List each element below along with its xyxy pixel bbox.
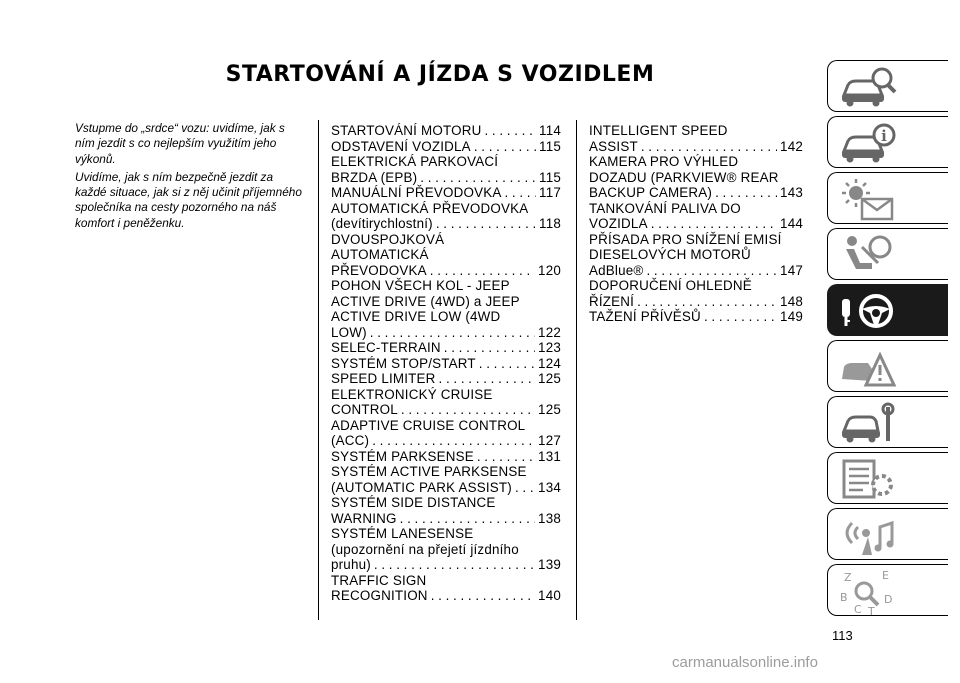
toc-entry[interactable] <box>331 526 561 573</box>
toc-page-number: 124 <box>538 355 561 371</box>
watermark: carmanualsonline.info <box>672 654 818 671</box>
toc-entry[interactable] <box>589 232 803 279</box>
toc-entry-line: ADAPTIVE CRUISE CONTROL <box>331 417 526 433</box>
toc-page-number: 142 <box>780 138 803 154</box>
toc-entry[interactable] <box>331 154 561 185</box>
toc-page-number: 148 <box>780 293 803 309</box>
toc-entry-lead <box>331 402 561 418</box>
toc-page-number: 139 <box>538 557 561 572</box>
toc-entry-title: pruhu) <box>331 557 371 572</box>
toc-page-number: 131 <box>538 448 561 464</box>
toc-entry[interactable] <box>331 139 561 155</box>
toc-entry-title: SYSTÉM STOP/START <box>331 355 476 371</box>
toc-entry-line: ACTIVE DRIVE (4WD) a JEEP <box>331 293 520 309</box>
toc-entry[interactable] <box>331 371 561 387</box>
index-letter: Z <box>844 571 852 584</box>
toc-page-number: 125 <box>538 371 561 386</box>
toc-entry-line: DOZADU (PARKVIEW® REAR <box>589 169 779 185</box>
toc-leader-dots <box>430 263 535 279</box>
toc-entry-lead <box>331 557 561 573</box>
toc-entry-title: SPEED LIMITER <box>331 371 436 386</box>
toc-entry-title: BACKUP CAMERA) <box>589 185 713 200</box>
toc-entry-line: DVOUSPOJKOVÁ <box>331 231 445 247</box>
tab-starting-driving[interactable] <box>827 284 948 336</box>
toc-entry[interactable] <box>331 201 561 232</box>
toc-entry-line: TANKOVÁNÍ PALIVA DO <box>589 200 741 216</box>
column-divider <box>576 120 577 620</box>
car-magnifier-icon <box>838 65 898 109</box>
toc-entry-lead <box>331 139 561 155</box>
toc-entry-lead <box>331 449 561 465</box>
toc-page-number: 140 <box>538 588 561 603</box>
index-letter: T <box>868 605 875 617</box>
toc-entry-title: (ACC) <box>331 433 370 448</box>
toc-entry-line: KAMERA PRO VÝHLED <box>589 154 739 169</box>
tab-index[interactable] <box>827 564 948 616</box>
column-divider <box>318 120 319 620</box>
toc-entry-line: AUTOMATICKÁ <box>331 247 429 262</box>
toc-entry-title: (devítirychlostní) <box>331 216 433 231</box>
toc-entry-line: ELEKTRICKÁ PARKOVACÍ <box>331 154 499 169</box>
toc-leader-dots <box>439 371 536 387</box>
toc-entry[interactable] <box>589 123 803 154</box>
toc-entry-lead <box>331 588 561 604</box>
toc-entry[interactable] <box>589 154 803 201</box>
toc-page-number: 125 <box>538 402 561 417</box>
toc-leader-dots <box>504 185 536 201</box>
toc-page-number: 149 <box>780 309 803 324</box>
toc-entry-lead <box>331 325 561 341</box>
toc-entry[interactable] <box>589 278 803 309</box>
toc-entry[interactable] <box>331 573 561 604</box>
toc-entry-line: POHON VŠECH KOL - JEEP <box>331 278 510 293</box>
toc-leader-dots <box>484 123 536 139</box>
tab-warning-lights[interactable] <box>827 172 948 224</box>
toc-leader-dots <box>420 170 536 186</box>
intro-paragraph: Vstupme do „srdce“ vozu: uvidíme, jak s ním jezdit s co nejlepším využitím jeho výkonů. <box>75 121 285 166</box>
toc-page-number: 134 <box>538 479 561 495</box>
intro-text <box>75 121 307 234</box>
toc-leader-dots <box>651 216 777 232</box>
toc-entry-title: PŘEVODOVKA <box>331 262 427 278</box>
toc-entry-lead <box>331 371 561 387</box>
toc-entry-line: SYSTÉM LANESENSE <box>331 526 474 541</box>
toc-page-number: 122 <box>538 324 561 340</box>
index-letter: C <box>854 603 862 616</box>
toc-page-number: 144 <box>780 216 803 231</box>
toc-leader-dots <box>444 340 535 356</box>
toc-entry[interactable] <box>331 356 561 372</box>
toc-entry-title: WARNING <box>331 510 397 526</box>
page-title: STARTOVÁNÍ A JÍZDA S VOZIDLEM <box>225 62 655 87</box>
toc-entry-title: ODSTAVENÍ VOZIDLA <box>331 138 471 154</box>
index-letter: B <box>840 591 848 604</box>
toc-page-number: 118 <box>539 216 561 231</box>
car-accident-warning-icon <box>838 345 898 389</box>
toc-page-number: 115 <box>539 169 561 185</box>
toc-column-1 <box>331 123 561 604</box>
toc-entry-line: SYSTÉM SIDE DISTANCE <box>331 495 496 510</box>
toc-leader-dots <box>474 139 536 155</box>
warning-lights-envelope-icon <box>838 177 898 221</box>
toc-leader-dots <box>637 294 777 310</box>
page-number: 113 <box>832 628 853 643</box>
toc-leader-dots <box>372 433 535 449</box>
toc-leader-dots <box>704 309 777 325</box>
alphabet-index-icon <box>838 569 898 617</box>
toc-entry-line: (upozornění na přejetí jízdního <box>331 541 519 557</box>
toc-entry-title: SELEC-TERRAIN <box>331 340 441 355</box>
toc-entry-title: LOW) <box>331 324 367 340</box>
toc-entry-title: ŘÍZENÍ <box>589 293 635 309</box>
toc-entry-lead <box>589 294 803 310</box>
toc-page-number: 138 <box>538 510 561 526</box>
toc-entry[interactable] <box>331 278 561 340</box>
toc-entry-title: VOZIDLA <box>589 216 648 231</box>
toc-entry-title: RECOGNITION <box>331 588 428 603</box>
intro-paragraph: Uvidíme, jak s ním bezpečně jezdit za každé situace, jak si z něj učinit příjemného společníka na cesty pozorného na náš komfort i peněženku. <box>75 169 302 230</box>
toc-entry[interactable] <box>331 418 561 449</box>
toc-entry-lead <box>589 309 803 325</box>
toc-leader-dots <box>479 356 535 372</box>
toc-entry-line: DIESELOVÝCH MOTORŮ <box>589 247 751 262</box>
svg-text:ZEBCTD <box>840 569 892 617</box>
toc-entry-lead <box>331 340 561 356</box>
toc-entry-lead <box>589 139 803 155</box>
toc-entry-lead <box>331 123 561 139</box>
toc-entry-title: AdBlue® <box>589 262 644 278</box>
toc-entry-lead <box>331 185 561 201</box>
toc-entry[interactable] <box>589 201 803 232</box>
toc-leader-dots <box>374 557 535 573</box>
toc-page-number: 117 <box>539 185 561 200</box>
toc-entry[interactable] <box>331 464 561 495</box>
toc-entry-title: ASSIST <box>589 138 638 154</box>
car-info-icon <box>838 121 898 165</box>
toc-page-number: 120 <box>538 262 561 278</box>
toc-entry-line: INTELLIGENT SPEED <box>589 123 728 138</box>
toc-entry-lead <box>589 263 803 279</box>
seat-airbag-icon <box>838 233 898 277</box>
toc-entry-lead <box>331 216 561 232</box>
technical-data-icon <box>838 457 898 501</box>
toc-entry-lead <box>589 216 803 232</box>
toc-leader-dots <box>515 480 535 496</box>
toc-leader-dots <box>400 511 535 527</box>
toc-entry[interactable] <box>331 123 561 139</box>
index-letter: D <box>884 593 893 606</box>
tab-multimedia[interactable] <box>827 508 948 560</box>
toc-entry-title: MANUÁLNÍ PŘEVODOVKA <box>331 185 502 200</box>
toc-page-number: 143 <box>780 185 803 200</box>
toc-entry-line: DOPORUČENÍ OHLEDNĚ <box>589 278 752 293</box>
toc-entry-line: TRAFFIC SIGN <box>331 572 427 588</box>
toc-entry-title: (AUTOMATIC PARK ASSIST) <box>331 479 512 495</box>
toc-leader-dots <box>715 185 777 201</box>
toc-entry[interactable] <box>331 495 561 526</box>
toc-leader-dots <box>646 263 777 279</box>
toc-entry-title: SYSTÉM PARKSENSE <box>331 448 474 464</box>
toc-entry-line: ACTIVE DRIVE LOW (4WD <box>331 309 501 324</box>
toc-entry-title: BRZDA (EPB) <box>331 169 418 185</box>
tab-emergency[interactable] <box>827 340 948 392</box>
toc-entry[interactable] <box>331 387 561 418</box>
index-letter: E <box>882 569 889 582</box>
toc-entry-line: ELEKTRONICKÝ CRUISE <box>331 386 493 402</box>
toc-entry[interactable] <box>331 232 561 279</box>
toc-leader-dots <box>641 139 777 155</box>
toc-page-number: 123 <box>538 340 561 355</box>
toc-leader-dots <box>370 325 535 341</box>
toc-entry-title: TAŽENÍ PŘÍVĚSŮ <box>589 309 701 324</box>
key-steering-wheel-icon <box>838 289 898 333</box>
toc-entry-lead <box>589 185 803 201</box>
toc-leader-dots <box>401 402 535 418</box>
toc-page-number: 147 <box>780 262 803 278</box>
toc-page-number: 114 <box>539 123 561 138</box>
toc-entry-lead <box>331 356 561 372</box>
toc-entry-lead <box>331 433 561 449</box>
toc-column-2 <box>589 123 803 325</box>
tab-car-info[interactable] <box>827 116 948 168</box>
toc-entry-lead <box>331 263 561 279</box>
toc-page-number: 127 <box>538 433 561 448</box>
svg-text:i: i <box>881 127 887 145</box>
toc-entry-line: AUTOMATICKÁ PŘEVODOVKA <box>331 200 529 216</box>
toc-entry-title: STARTOVÁNÍ MOTORU <box>331 123 482 138</box>
toc-entry[interactable] <box>331 340 561 356</box>
toc-entry[interactable] <box>331 185 561 201</box>
toc-entry-lead <box>331 170 561 186</box>
tab-technical-data[interactable] <box>827 452 948 504</box>
toc-entry[interactable] <box>331 449 561 465</box>
toc-entry-line: SYSTÉM ACTIVE PARKSENSE <box>331 464 527 479</box>
tab-maintenance[interactable] <box>827 396 948 448</box>
toc-leader-dots <box>477 449 535 465</box>
toc-entry-line: PŘÍSADA PRO SNÍŽENÍ EMISÍ <box>589 231 782 247</box>
toc-leader-dots <box>436 216 536 232</box>
toc-page-number: 115 <box>539 138 561 154</box>
toc-entry-lead <box>331 480 561 496</box>
tab-safety[interactable] <box>827 228 948 280</box>
car-tools-icon <box>838 401 898 445</box>
toc-entry-lead <box>331 511 561 527</box>
toc-leader-dots <box>431 588 535 604</box>
toc-entry-title: CONTROL <box>331 402 398 417</box>
toc-entry[interactable] <box>589 309 803 325</box>
multimedia-icon <box>838 513 898 557</box>
tab-car-magnifier[interactable] <box>827 60 948 112</box>
